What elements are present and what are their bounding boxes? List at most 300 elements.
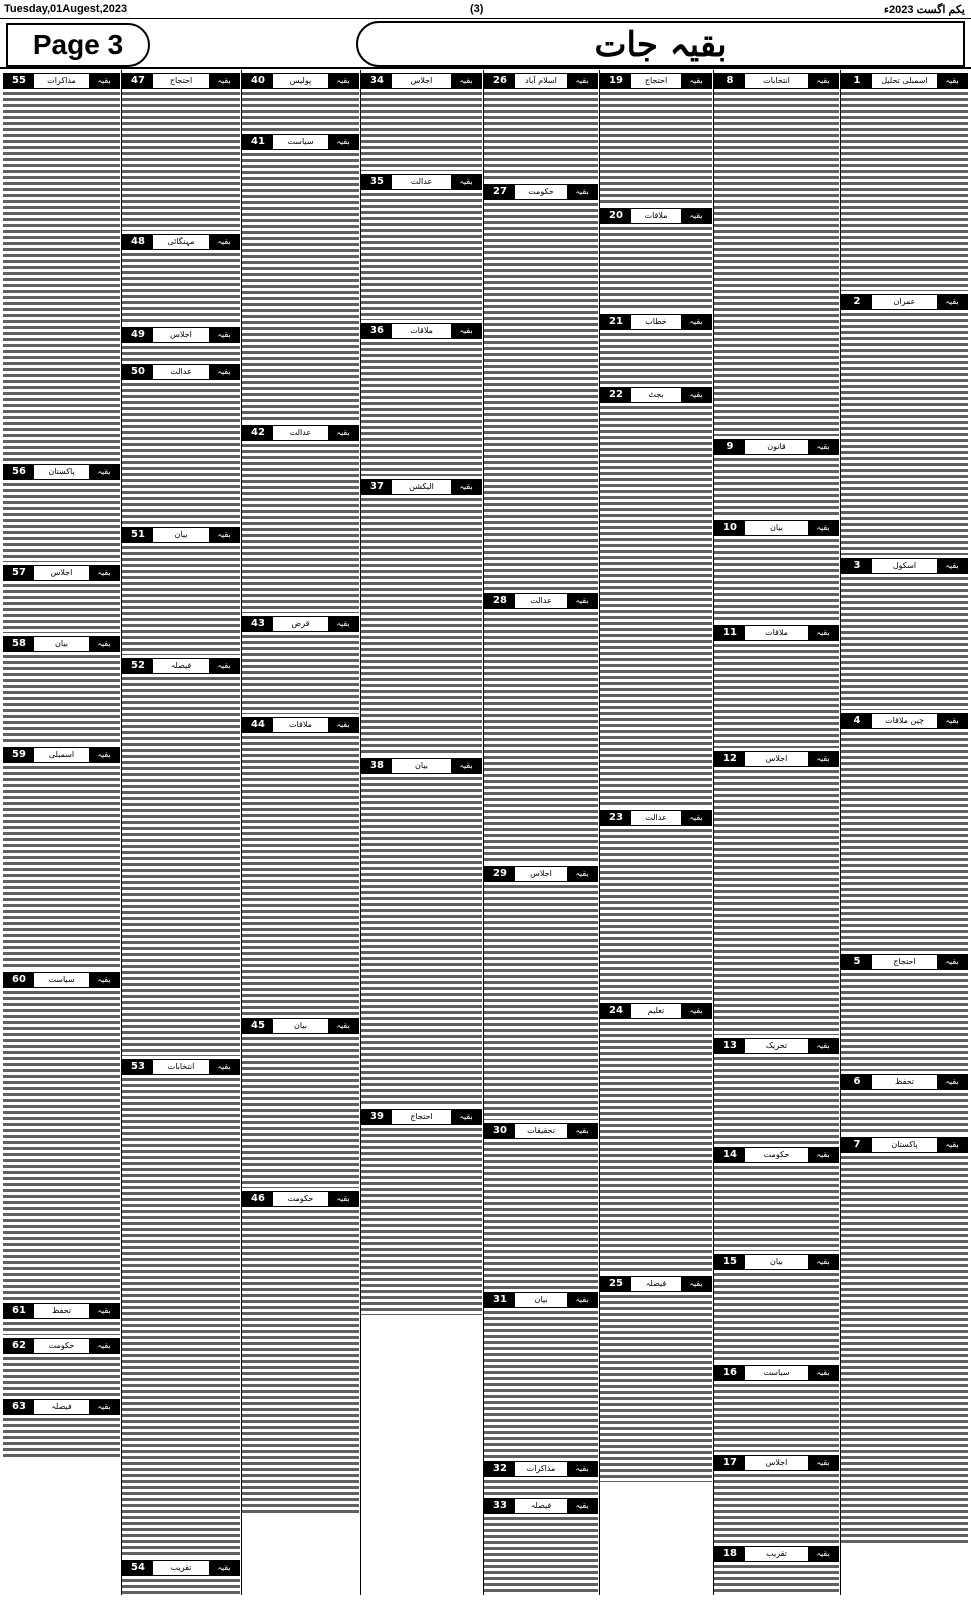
story-title: احتجاج [410, 1112, 433, 1121]
story-body-text [122, 91, 240, 231]
continued-story-header [600, 208, 712, 224]
continued-label: بقیہ [328, 617, 358, 631]
story-title: بیان [294, 1021, 307, 1030]
story-title: اجلاس [765, 1458, 788, 1467]
continued-label: بقیہ [808, 1255, 838, 1269]
continued-story-header [484, 1292, 598, 1308]
column-rule [840, 70, 841, 1595]
continued-label: بقیہ [681, 388, 711, 402]
continued-label: بقیہ [89, 973, 119, 987]
continued-story-header [714, 520, 839, 536]
story-number: 1 [842, 74, 872, 88]
story-number: 38 [362, 759, 392, 773]
story-number: 12 [715, 752, 745, 766]
continued-label: بقیہ [808, 1456, 838, 1470]
story-title: عمران [893, 297, 916, 306]
page-title: بقیہ جات [356, 21, 965, 67]
continued-label: بقیہ [567, 867, 597, 881]
story-body-text [841, 1155, 968, 1545]
story-number: 33 [485, 1499, 515, 1513]
continued-story-header [600, 387, 712, 403]
continued-story-header [841, 73, 968, 89]
story-title: بیان [770, 1257, 783, 1266]
continued-story-header [3, 565, 120, 581]
continued-story-header [714, 1147, 839, 1163]
story-body-text [242, 443, 359, 613]
story-number: 25 [601, 1277, 631, 1291]
story-title: فیصلہ [170, 661, 192, 670]
continued-story-header [484, 1461, 598, 1477]
continued-label: بقیہ [937, 1138, 967, 1152]
story-body-text [714, 457, 839, 517]
continued-label: بقیہ [808, 521, 838, 535]
story-number: 57 [4, 566, 34, 580]
continued-label: بقیہ [328, 135, 358, 149]
story-number: 48 [123, 235, 153, 249]
story-number: 54 [123, 1561, 153, 1575]
continued-label: بقیہ [937, 74, 967, 88]
story-number: 55 [4, 74, 34, 88]
continued-story-header [122, 327, 240, 343]
continued-story-header [841, 294, 968, 310]
english-date: Tuesday,01Augest,2023 [4, 3, 128, 15]
continued-label: بقیہ [451, 175, 481, 189]
story-number: 40 [243, 74, 273, 88]
story-body-text [484, 884, 598, 1120]
column [3, 70, 120, 1595]
story-body-text [361, 91, 482, 171]
story-body-text [122, 345, 240, 361]
story-number: 47 [123, 74, 153, 88]
continued-story-header [600, 810, 712, 826]
story-body-text [484, 1310, 598, 1458]
story-number: 21 [601, 315, 631, 329]
story-number: 36 [362, 324, 392, 338]
story-title: سیاست [763, 1368, 790, 1377]
continued-story-header [361, 1109, 482, 1125]
story-title: اجلاس [410, 76, 433, 85]
continued-story-header [841, 713, 968, 729]
continued-story-header [841, 1074, 968, 1090]
story-number: 43 [243, 617, 273, 631]
continued-label: بقیہ [89, 748, 119, 762]
continued-story-header [361, 758, 482, 774]
story-title: پاکستان [891, 1140, 918, 1149]
story-number: 26 [485, 74, 515, 88]
story-number: 44 [243, 718, 273, 732]
continued-label: بقیہ [209, 235, 239, 249]
continued-story-header [484, 593, 598, 609]
story-title: سیاست [287, 137, 314, 146]
story-number: 11 [715, 626, 745, 640]
continued-story-header [841, 1137, 968, 1153]
story-body-text [600, 405, 712, 807]
story-title: حکومت [48, 1341, 75, 1350]
story-title: تحفظ [51, 1306, 72, 1315]
continued-story-header [841, 954, 968, 970]
story-number: 51 [123, 528, 153, 542]
continued-story-header [484, 73, 598, 89]
story-number: 18 [715, 1547, 745, 1561]
story-number: 4 [842, 714, 872, 728]
continued-story-header [484, 1123, 598, 1139]
story-number: 32 [485, 1462, 515, 1476]
story-title: قرض [291, 619, 310, 628]
story-body-text [3, 990, 120, 1300]
story-title: ملاقات [289, 720, 312, 729]
page-label: Page 3 [6, 23, 150, 67]
story-title: انتخابات [167, 1062, 195, 1071]
story-body-text [600, 1021, 712, 1273]
story-title: مذاکرات [526, 1464, 556, 1473]
story-number: 63 [4, 1400, 34, 1414]
masthead [0, 21, 971, 69]
continued-story-header [484, 866, 598, 882]
continued-label: بقیہ [681, 74, 711, 88]
story-body-text [122, 382, 240, 524]
story-body-text [242, 1036, 359, 1188]
continued-label: بقیہ [937, 955, 967, 969]
continued-label: بقیہ [209, 328, 239, 342]
continued-label: بقیہ [937, 559, 967, 573]
story-body-text [841, 731, 968, 951]
story-number: 61 [4, 1304, 34, 1318]
continued-story-header [242, 134, 359, 150]
continued-label: بقیہ [209, 1561, 239, 1575]
story-title: تحقیقات [527, 1126, 555, 1135]
continued-label: بقیہ [937, 295, 967, 309]
story-title: اجلاس [170, 330, 192, 339]
story-number: 14 [715, 1148, 745, 1162]
story-number: 28 [485, 594, 515, 608]
story-body-text [3, 1356, 120, 1396]
continued-label: بقیہ [808, 1148, 838, 1162]
top-line [0, 0, 971, 19]
continued-story-header [714, 1038, 839, 1054]
continued-label: بقیہ [567, 74, 597, 88]
continued-story-header [242, 73, 359, 89]
story-body-text [714, 769, 839, 1035]
story-body-text [122, 676, 240, 1056]
continued-story-header [242, 616, 359, 632]
story-body-text [714, 1564, 839, 1595]
story-number: 19 [601, 74, 631, 88]
story-body-text [3, 583, 120, 633]
story-title: اسلام آباد [525, 76, 557, 85]
story-title: عدالت [410, 177, 433, 186]
story-title: عدالت [530, 596, 552, 605]
story-body-text [600, 332, 712, 384]
column [242, 70, 359, 1595]
story-title: حکومت [763, 1150, 790, 1159]
continued-story-header [714, 439, 839, 455]
story-title: عدالت [289, 428, 312, 437]
continued-label: بقیہ [209, 659, 239, 673]
story-number: 34 [362, 74, 392, 88]
continued-story-header [361, 73, 482, 89]
continued-label: بقیہ [808, 440, 838, 454]
continued-story-header [242, 1191, 359, 1207]
column [714, 70, 839, 1595]
column [841, 70, 968, 1595]
continued-label: بقیہ [209, 365, 239, 379]
continued-label: بقیہ [567, 1462, 597, 1476]
column [361, 70, 482, 1595]
story-number: 8 [715, 74, 745, 88]
story-title: ملاقات [644, 211, 668, 220]
story-body-text [714, 1165, 839, 1251]
story-number: 37 [362, 480, 392, 494]
story-title: اسکول [892, 561, 917, 570]
story-title: اجلاس [530, 869, 552, 878]
story-body-text [361, 341, 482, 476]
continued-label: بقیہ [89, 1339, 119, 1353]
story-number: 9 [715, 440, 745, 454]
continued-label: بقیہ [681, 1004, 711, 1018]
continued-label: بقیہ [808, 1366, 838, 1380]
story-number: 58 [4, 637, 34, 651]
story-body-text [122, 1578, 240, 1595]
story-title: احتجاج [893, 957, 916, 966]
story-body-text [600, 226, 712, 311]
story-number: 24 [601, 1004, 631, 1018]
story-number: 39 [362, 1110, 392, 1124]
story-number: 20 [601, 209, 631, 223]
continued-label: بقیہ [808, 626, 838, 640]
story-title: بیان [770, 523, 783, 532]
story-number: 7 [842, 1138, 872, 1152]
story-title: اجلاس [765, 754, 788, 763]
continued-label: بقیہ [89, 1400, 119, 1414]
story-title: چین ملاقات [885, 716, 924, 725]
continued-story-header [600, 1003, 712, 1019]
story-body-text [484, 91, 598, 181]
story-body-text [714, 1473, 839, 1543]
story-number: 53 [123, 1060, 153, 1074]
continued-story-header [242, 717, 359, 733]
story-number: 50 [123, 365, 153, 379]
continued-story-header [122, 73, 240, 89]
continued-label: بقیہ [937, 714, 967, 728]
continued-story-header [3, 636, 120, 652]
story-title: اجلاس [50, 568, 73, 577]
continued-label: بقیہ [328, 1192, 358, 1206]
story-number: 31 [485, 1293, 515, 1307]
story-body-text [122, 252, 240, 324]
story-body-text [841, 972, 968, 1071]
story-title: بیان [174, 530, 188, 539]
story-number: 30 [485, 1124, 515, 1138]
story-body-text [3, 482, 120, 562]
story-body-text [600, 828, 712, 1000]
story-title: تقریب [766, 1549, 787, 1558]
story-body-text [484, 1141, 598, 1289]
column [122, 70, 240, 1595]
continued-label: بقیہ [808, 752, 838, 766]
story-body-text [361, 497, 482, 755]
story-body-text [122, 1077, 240, 1557]
continued-label: بقیہ [451, 759, 481, 773]
story-number: 2 [842, 295, 872, 309]
story-title: حکومت [287, 1194, 314, 1203]
continued-story-header [3, 73, 120, 89]
story-number: 17 [715, 1456, 745, 1470]
story-number: 49 [123, 328, 153, 342]
continued-story-header [714, 751, 839, 767]
continued-story-header [714, 1365, 839, 1381]
continued-story-header [122, 527, 240, 543]
continued-label: بقیہ [328, 718, 358, 732]
continued-label: بقیہ [681, 209, 711, 223]
continued-label: بقیہ [451, 480, 481, 494]
story-number: 15 [715, 1255, 745, 1269]
story-title: خطاب [645, 317, 667, 326]
story-body-text [484, 202, 598, 590]
story-title: عدالت [170, 367, 192, 376]
story-body-text [484, 1516, 598, 1595]
continued-label: بقیہ [328, 426, 358, 440]
continued-story-header [242, 1018, 359, 1034]
story-title: بیان [55, 639, 68, 648]
column-rule [360, 70, 361, 1595]
continued-story-header [484, 184, 598, 200]
continued-label: بقیہ [681, 315, 711, 329]
continued-label: بقیہ [89, 566, 119, 580]
story-body-text [841, 576, 968, 710]
continued-story-header [361, 174, 482, 190]
story-number: 23 [601, 811, 631, 825]
story-number: 59 [4, 748, 34, 762]
story-title: حکومت [528, 187, 554, 196]
story-body-text [714, 643, 839, 748]
column-rule [241, 70, 242, 1595]
story-title: بیان [415, 761, 428, 770]
continued-story-header [3, 972, 120, 988]
story-number: 3 [842, 559, 872, 573]
continued-label: بقیہ [808, 1039, 838, 1053]
story-body-text [3, 765, 120, 969]
story-body-text [600, 1294, 712, 1482]
story-title: فیصلہ [645, 1279, 667, 1288]
story-number: 52 [123, 659, 153, 673]
continued-story-header [3, 1338, 120, 1354]
story-body-text [3, 1321, 120, 1335]
story-number: 16 [715, 1366, 745, 1380]
continued-story-header [600, 314, 712, 330]
story-number: 5 [842, 955, 872, 969]
story-number: 62 [4, 1339, 34, 1353]
story-number: 46 [243, 1192, 273, 1206]
story-title: تقریب [170, 1563, 192, 1572]
urdu-date: یکم اگست 2023ء [883, 4, 965, 16]
continued-label: بقیہ [328, 74, 358, 88]
continued-label: بقیہ [451, 1110, 481, 1124]
story-body-text [714, 1056, 839, 1144]
story-body-text [714, 1383, 839, 1452]
story-number: 35 [362, 175, 392, 189]
continued-story-header [361, 323, 482, 339]
story-body-text [484, 1479, 598, 1495]
story-body-text [600, 91, 712, 205]
story-body-text [714, 1272, 839, 1362]
continued-label: بقیہ [209, 528, 239, 542]
story-body-text [242, 1209, 359, 1513]
story-title: پولیس [289, 76, 312, 85]
continued-label: بقیہ [567, 1124, 597, 1138]
story-title: سیاست [48, 975, 75, 984]
story-number: 60 [4, 973, 34, 987]
continued-label: بقیہ [209, 1060, 239, 1074]
story-title: تحفظ [894, 1077, 915, 1086]
continued-story-header [3, 1303, 120, 1319]
continued-label: بقیہ [808, 74, 838, 88]
continued-label: بقیہ [681, 1277, 711, 1291]
story-title: مہنگائی [167, 237, 195, 246]
story-title: تحریک [765, 1041, 788, 1050]
continued-label: بقیہ [567, 1293, 597, 1307]
story-body-text [361, 776, 482, 1106]
page-number: (3) [470, 3, 484, 15]
continued-story-header [122, 1059, 240, 1075]
continued-story-header [3, 747, 120, 763]
story-number: 29 [485, 867, 515, 881]
story-title: احتجاج [644, 76, 668, 85]
story-body-text [3, 654, 120, 744]
story-body-text [841, 91, 968, 291]
story-title: بجٹ [648, 390, 664, 399]
story-body-text [361, 1127, 482, 1315]
story-body-text [242, 634, 359, 714]
continued-story-header [122, 1560, 240, 1576]
story-number: 42 [243, 426, 273, 440]
story-number: 22 [601, 388, 631, 402]
column-rule [483, 70, 484, 1595]
story-title: پاکستان [48, 467, 75, 476]
continued-label: بقیہ [567, 594, 597, 608]
continued-label: بقیہ [328, 1019, 358, 1033]
column [484, 70, 598, 1595]
continued-label: بقیہ [451, 74, 481, 88]
story-number: 45 [243, 1019, 273, 1033]
continued-story-header [714, 73, 839, 89]
story-title: قانون [767, 442, 786, 451]
story-title: ملاقات [765, 628, 788, 637]
continued-story-header [361, 479, 482, 495]
story-title: فیصلہ [51, 1402, 72, 1411]
story-title: تعلیم [647, 1006, 665, 1015]
continued-label: بقیہ [567, 1499, 597, 1513]
continued-story-header [3, 1399, 120, 1415]
story-title: عدالت [645, 813, 667, 822]
continued-story-header [714, 1455, 839, 1471]
continued-story-header [600, 73, 712, 89]
continued-story-header [122, 234, 240, 250]
story-number: 10 [715, 521, 745, 535]
story-body-text [361, 192, 482, 320]
continued-label: بقیہ [209, 74, 239, 88]
story-number: 6 [842, 1075, 872, 1089]
continued-label: بقیہ [681, 811, 711, 825]
column-rule [599, 70, 600, 1595]
continued-story-header [714, 1254, 839, 1270]
story-body-text [3, 91, 120, 461]
continued-label: بقیہ [937, 1075, 967, 1089]
continued-story-header [841, 558, 968, 574]
column-rule [121, 70, 122, 1595]
story-title: بیان [534, 1295, 548, 1304]
continued-label: بقیہ [89, 465, 119, 479]
continued-story-header [714, 625, 839, 641]
